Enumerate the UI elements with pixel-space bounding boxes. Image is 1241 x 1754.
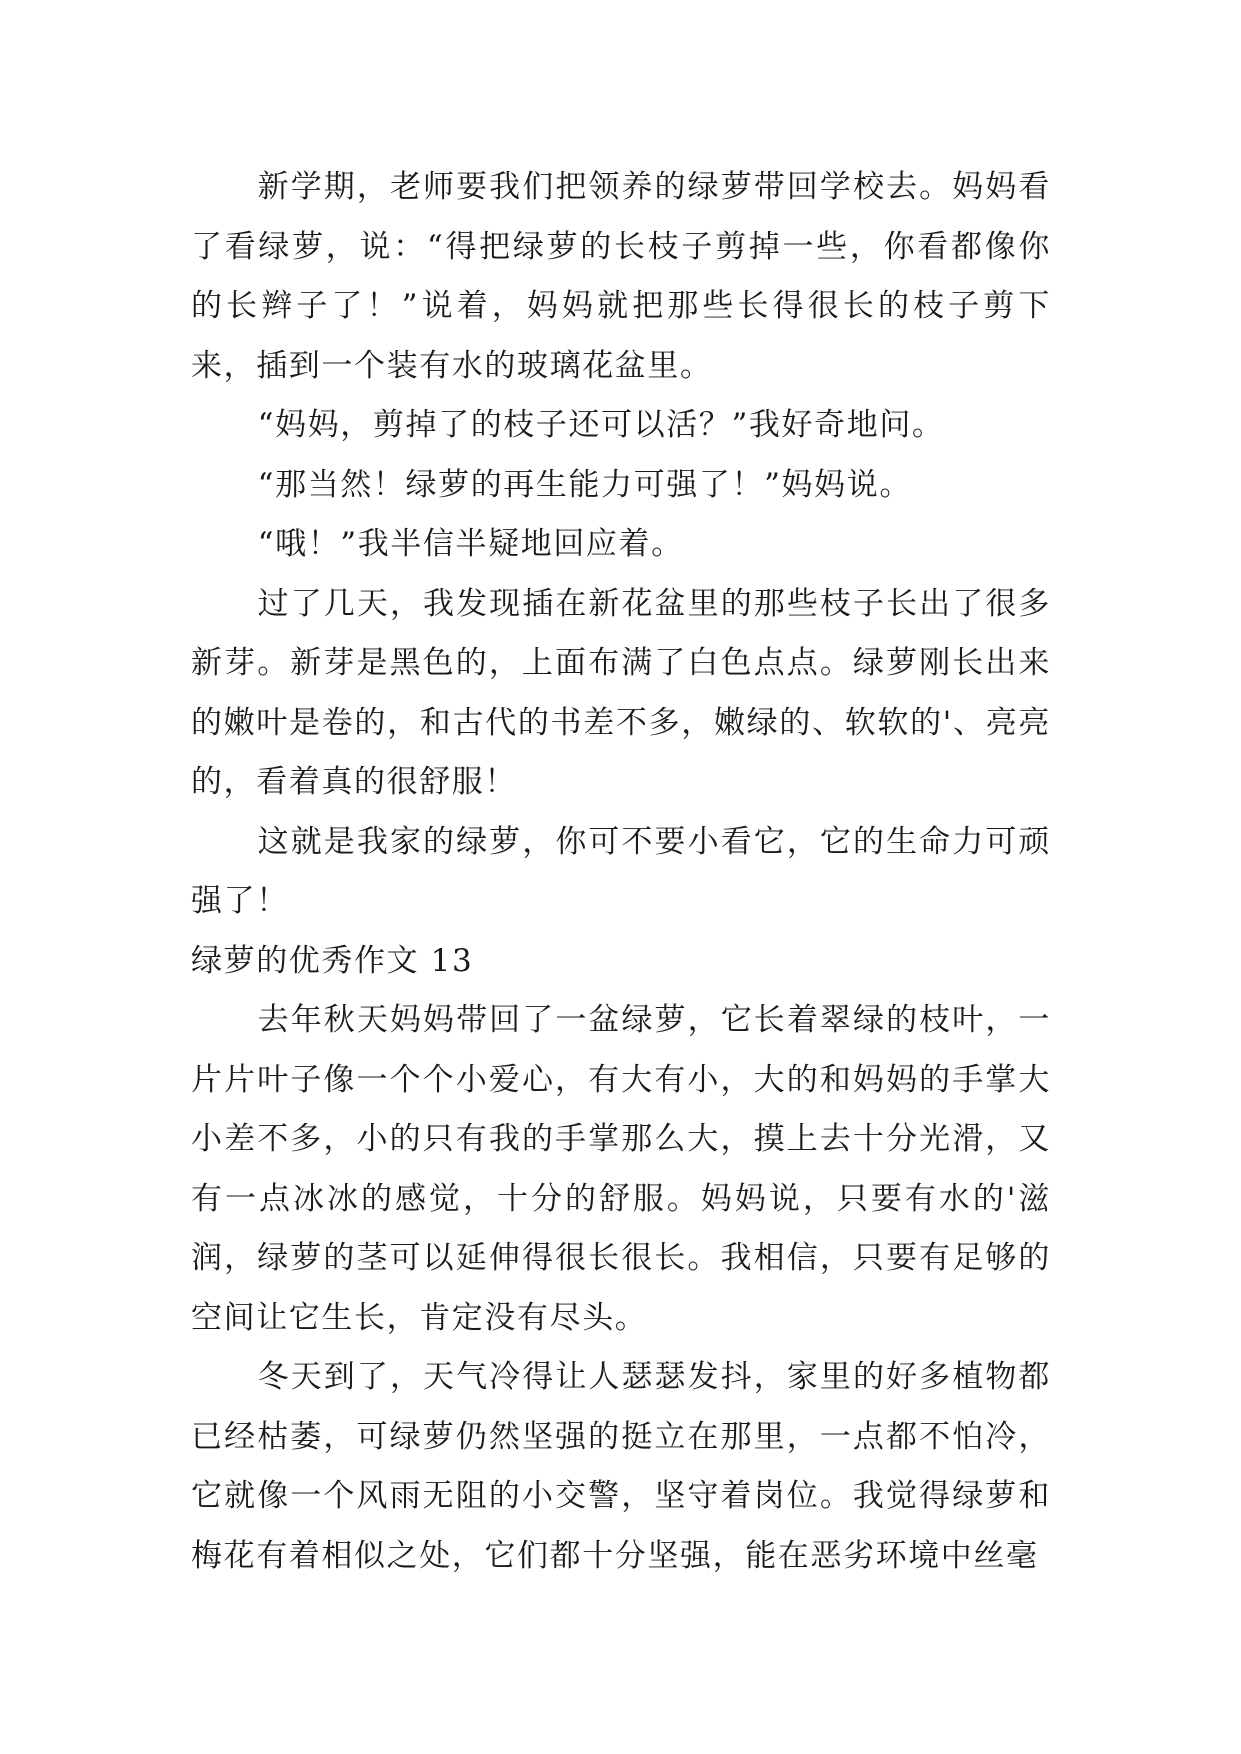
- article-body: [191, 158, 1051, 1586]
- paragraph: “那当然！绿萝的再生能力可强了！”妈妈说。: [257, 466, 912, 503]
- section-title: 绿萝的优秀作文 13: [191, 942, 474, 979]
- paragraph: 过了几天，我发现插在新花盆里的那些枝子长出了很多新芽。新芽是黑色的，上面布满了白色点点。绿萝刚长出来的嫩叶是卷的，和古代的书差不多，嫩绿的、软软的'、亮亮的，看着真的很舒服！: [191, 585, 1051, 800]
- paragraph: “哦！”我半信半疑地回应着。: [257, 526, 684, 562]
- paragraph: 新学期，老师要我们把领养的绿萝带回学校去。妈妈看了看绿萝，说：“得把绿萝的长枝子剪掉一些，你看都像你的长辫子了！”说着，妈妈就把那些长得很长的枝子剪下来，插到一个装有水的玻璃花盆里。: [191, 169, 1051, 384]
- paragraph: 去年秋天妈妈带回了一盆绿萝，它长着翠绿的枝叶，一片片叶子像一个个小爱心，有大有小，大的和妈妈的手掌大小差不多，小的只有我的手掌那么大，摸上去十分光滑，又有一点冰冰的感觉，十分的舒服。妈妈说，只要有水的'滋润，绿萝的茎可以延伸得很长很长。我相信，只要有足够的空间让它生长，肯定没有尽头。: [191, 1002, 1051, 1336]
- paragraph: 冬天到了，天气冷得让人瑟瑟发抖，家里的好多植物都已经枯萎，可绿萝仍然坚强的挺立在那里，一点都不怕冷，它就像一个风雨无阻的小交警，坚守着岗位。我觉得绿萝和梅花有着相似之处，它们都十分坚强，能在恶劣环境中丝毫: [191, 1359, 1051, 1574]
- paragraph: “妈妈，剪掉了的枝子还可以活？”我好奇地问。: [257, 407, 945, 443]
- paragraph: 这就是我家的绿萝，你可不要小看它，它的生命力可顽强了！: [191, 823, 1051, 919]
